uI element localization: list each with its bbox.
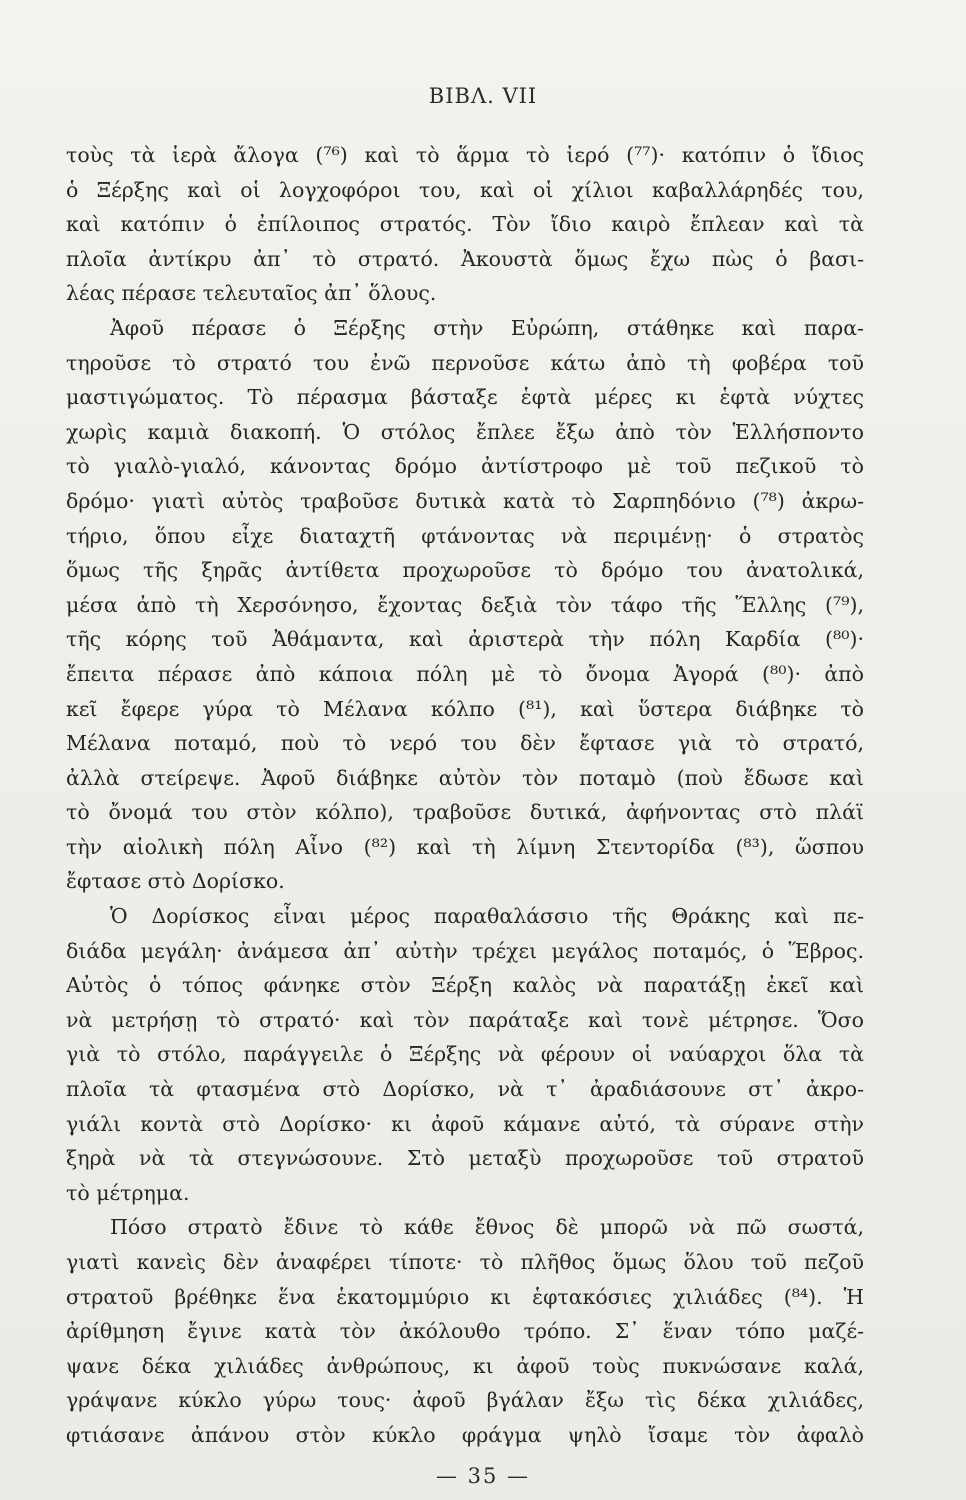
text-line: χωρὶς καμιὰ διακοπή. Ὁ στόλος ἔπλεε ἔξω ἀπὸ τὸν Ἑλλήσποντο [66, 419, 864, 444]
text-line: μαστιγώματος. Τὸ πέρασμα βάσταξε ἑφτὰ μέρες κι ἑφτὰ νύχτες [66, 385, 864, 410]
text-line: Μέλανα ποταμό, ποὺ τὸ νερό του δὲν ἔφτασε γιὰ τὸ στρατό, [66, 731, 864, 756]
text-line: τὸ ὄνομά του στὸν κόλπο), τραβοῦσε δυτικά, ἀφήνοντας στὸ πλάϊ [66, 800, 864, 825]
text-line: λέας πέρασε τελευταῖος ἀπ᾽ ὅλους. [66, 281, 437, 306]
text-line: στρατοῦ βρέθηκε ἕνα ἑκατομμύριο κι ἑφτακόσιες χιλιάδες (⁸⁴). Ἡ [66, 1284, 864, 1309]
text-line: καὶ κατόπιν ὁ ἐπίλοιπος στρατός. Τὸν ἴδιο καιρὸ ἔπλεαν καὶ τὰ [66, 212, 864, 237]
text-line: τὴν αἰολικὴ πόλη Αἶνο (⁸²) καὶ τὴ λίμνη Στεντορίδα (⁸³), ὥσπου [66, 834, 864, 859]
text-line: ὅμως τῆς ξηρᾶς ἀντίθετα προχωροῦσε τὸ δρόμο του ἀνατολικά, [66, 558, 864, 583]
text-line: Πόσο στρατὸ ἔδινε τὸ κάθε ἔθνος δὲ μπορῶ νὰ πῶ σωστά, [110, 1215, 864, 1240]
text-line: τῆς κόρης τοῦ Ἀθάμαντα, καὶ ἀριστερὰ τὴν πόλη Καρδία (⁸⁰)· [66, 627, 864, 652]
text-line: ἔφτασε στὸ Δορίσκο. [66, 869, 285, 894]
text-line: ἀρίθμηση ἔγινε κατὰ τὸν ἀκόλουθο τρόπο. Σ᾽ ἕναν τόπο μαζέ- [66, 1319, 864, 1344]
text-line: δρόμο· γιατὶ αὐτὸς τραβοῦσε δυτικὰ κατὰ τὸ Σαρπηδόνιο (⁷⁸) ἀκρω- [66, 488, 864, 513]
text-line: πλοῖα ἀντίκρυ ἀπ᾽ τὸ στρατό. Ἀκουστὰ ὅμως ἔχω πὼς ὁ βασι- [66, 246, 864, 271]
text-line: ψανε δέκα χιλιάδες ἀνθρώπους, κι ἀφοῦ τοὺς πυκνώσανε καλά, [66, 1353, 864, 1378]
text-line: νὰ μετρήσῃ τὸ στρατό· καὶ τὸν παράταξε καὶ τονὲ μέτρησε. Ὅσο [66, 1007, 864, 1032]
text-line: τὸ γιαλὸ-γιαλό, κάνοντας δρόμο ἀντίστροφο μὲ τοῦ πεζικοῦ τὸ [66, 454, 864, 479]
text-line: γιατὶ κανεὶς δὲν ἀναφέρει τίποτε· τὸ πλῆθος ὅμως ὅλου τοῦ πεζοῦ [66, 1250, 864, 1274]
text-line: κεῖ ἔφερε γύρα τὸ Μέλανα κόλπο (⁸¹), καὶ ὕστερα διάβηκε τὸ [66, 696, 864, 721]
text-line: τήριο, ὅπου εἶχε διαταχτῆ φτάνοντας νὰ περιμένῃ· ὁ στρατὸς [66, 523, 864, 548]
text-line: Αὐτὸς ὁ τόπος φάνηκε στὸν Ξέρξη καλὸς νὰ παρατάξῃ ἐκεῖ καὶ [66, 973, 864, 998]
text-line: γιάλι κοντὰ στὸ Δορίσκο· κι ἀφοῦ κάμανε αὐτό, τὰ σύρανε στὴν [66, 1111, 864, 1136]
text-line: Ὁ Δορίσκος εἶναι μέρος παραθαλάσσιο τῆς Θράκης καὶ πε- [110, 904, 864, 929]
text-line: τοὺς τὰ ἱερὰ ἄλογα (⁷⁶) καὶ τὸ ἅρμα τὸ ἱερό (⁷⁷)· κατόπιν ὁ ἴδιος [66, 143, 864, 167]
text-line: τηροῦσε τὸ στρατό του ἐνῶ περνοῦσε κάτω ἀπὸ τὴ φοβέρα τοῦ [66, 350, 864, 375]
text-line: τὸ μέτρημα. [66, 1180, 190, 1205]
text-line: ἔπειτα πέρασε ἀπὸ κάποια πόλη μὲ τὸ ὄνομα Ἀγορά (⁸⁰)· ἀπὸ [66, 661, 864, 686]
text-line: διάδα μεγάλη· ἀνάμεσα ἀπ᾽ αὐτὴν τρέχει μεγάλος ποταμός, ὁ Ἕβρος. [66, 938, 864, 963]
body-text [66, 138, 864, 1453]
text-line: γιὰ τὸ στόλο, παράγγειλε ὁ Ξέρξης νὰ φέρουν οἱ ναύαρχοι ὅλα τὰ [66, 1042, 864, 1067]
text-line: πλοῖα τὰ φτασμένα στὸ Δορίσκο, νὰ τ᾽ ἀραδιάσουνε στ᾽ ἀκρο- [66, 1077, 864, 1102]
text-line: φτιάσανε ἀπάνου στὸν κύκλο φράγμα ψηλὸ ἴσαμε τὸν ἀφαλὸ [66, 1422, 864, 1447]
text-line: ξηρὰ νὰ τὰ στεγνώσουνε. Στὸ μεταξὺ προχωροῦσε τοῦ στρατοῦ [66, 1146, 864, 1171]
page-number: — 35 — [435, 1464, 531, 1488]
text-line: γράψανε κύκλο γύρω τους· ἀφοῦ βγάλαν ἔξω τὶς δέκα χιλιάδες, [66, 1388, 864, 1413]
running-header: ΒΙΒΛ. VII [428, 84, 538, 108]
text-line: Ἀφοῦ πέρασε ὁ Ξέρξης στὴν Εὐρώπη, στάθηκε καὶ παρα- [110, 315, 864, 340]
text-line: μέσα ἀπὸ τὴ Χερσόνησο, ἔχοντας δεξιὰ τὸν τάφο τῆς Ἕλλης (⁷⁹), [66, 592, 864, 617]
text-line: ἀλλὰ στείρεψε. Ἀφοῦ διάβηκε αὐτὸν τὸν ποταμὸ (ποὺ ἔδωσε καὶ [66, 765, 864, 790]
text-line: ὁ Ξέρξης καὶ οἱ λογχοφόροι του, καὶ οἱ χίλιοι καβαλλάρηδές του, [66, 177, 864, 202]
